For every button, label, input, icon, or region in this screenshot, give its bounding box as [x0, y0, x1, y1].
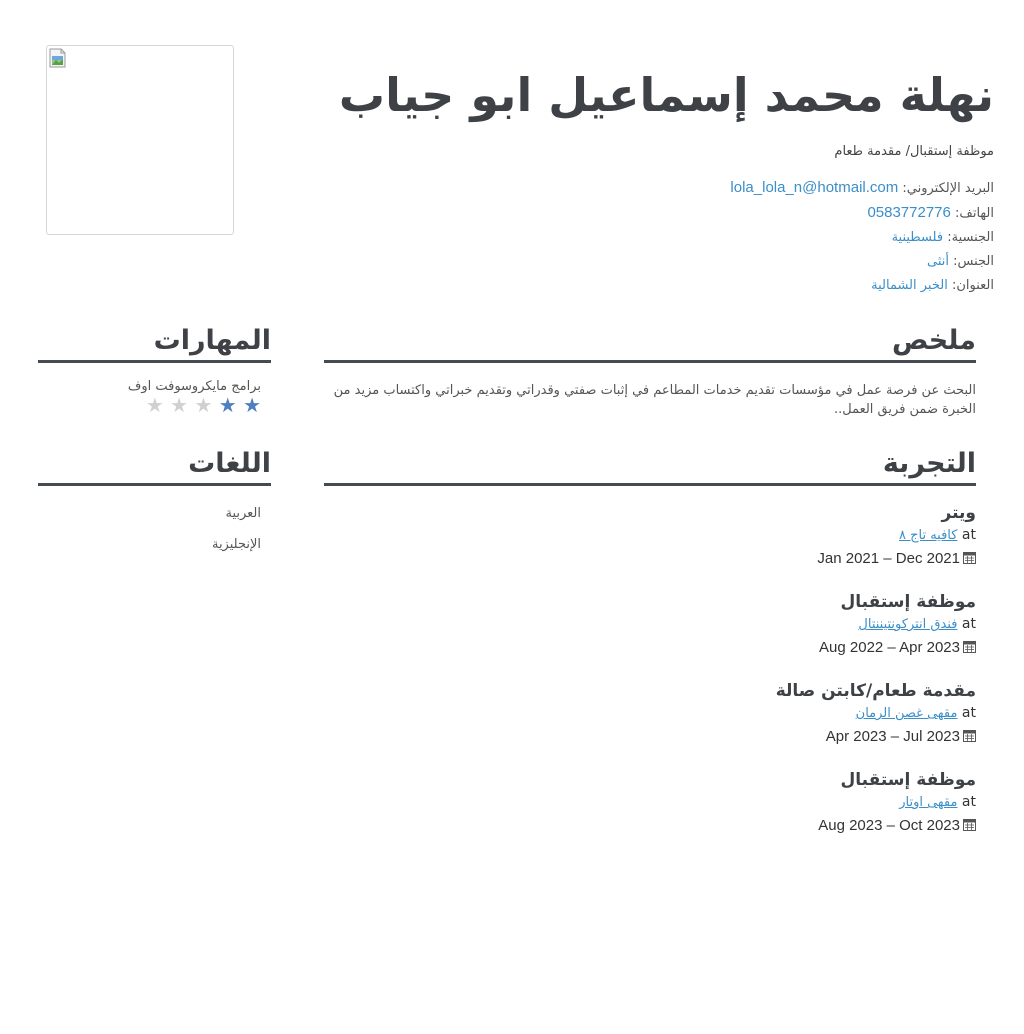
- calendar-icon: [963, 551, 976, 564]
- company-link[interactable]: مقهى غصن الرمان: [855, 706, 958, 721]
- languages-section: [38, 445, 271, 560]
- job-dates: Apr 2023 – Jul 2023: [825, 728, 960, 745]
- company-link[interactable]: مقهى اوتار: [899, 795, 958, 810]
- contact-list: [334, 176, 994, 298]
- star-empty-icon: ★: [194, 393, 213, 417]
- language-item: الإنجليزية: [211, 537, 261, 552]
- job-company-line: [324, 524, 976, 547]
- star-filled-icon: ★: [218, 393, 237, 417]
- job-position: مقدمة طعام/كابتن صالة: [775, 681, 976, 701]
- language-item: العربية: [225, 506, 261, 521]
- job-dates: Jan 2021 – Dec 2021: [817, 550, 960, 567]
- contact-address: [334, 274, 994, 298]
- star-empty-icon: ★: [170, 393, 189, 417]
- job-entry: [324, 769, 976, 838]
- summary-section: [324, 322, 976, 419]
- calendar-icon: [963, 818, 976, 831]
- star-empty-icon: ★: [145, 393, 164, 417]
- job-dates: Aug 2022 – Apr 2023: [819, 639, 960, 656]
- contact-value: أنثى: [927, 254, 950, 269]
- at-label: at: [961, 705, 976, 721]
- job-entry: [324, 591, 976, 660]
- job-entry: [324, 680, 976, 749]
- job-dates-line: [324, 814, 976, 838]
- star-filled-icon: ★: [243, 393, 261, 417]
- contact-value: فلسطينية: [891, 230, 944, 245]
- summary-text: البحث عن فرصة عمل في مؤسسات تقديم خدمات المطاعم في إثبات صفتي وقدراتي وتقديم خبراتي واكتساب مزيد من الخبرة ضمن فريق العمل..: [333, 383, 976, 417]
- skill-name: برامج مايكروسوفت اوف: [127, 379, 261, 394]
- language-list: [38, 498, 271, 560]
- at-label: at: [961, 616, 976, 632]
- contact-phone: [334, 201, 994, 226]
- contact-label: الجنسية:: [947, 230, 994, 245]
- email-link[interactable]: lola_lola_n@hotmail.com: [730, 179, 899, 196]
- company-link[interactable]: فندق انتركونتيننتال: [858, 617, 958, 632]
- experience-section: [324, 445, 976, 838]
- contact-gender: [334, 250, 994, 274]
- job-position: موظفة إستقبال: [840, 770, 976, 790]
- job-entry: [324, 502, 976, 571]
- job-title: موظفة إستقبال/ مقدمة طعام: [834, 144, 994, 159]
- job-dates-line: [324, 547, 976, 571]
- section-title: اللغات: [38, 445, 271, 486]
- job-position: موظفة إستقبال: [840, 592, 976, 612]
- job-company-line: [324, 791, 976, 814]
- job-dates-line: [324, 636, 976, 660]
- profile-photo: [46, 45, 234, 235]
- person-name: نهلة محمد إسماعيل ابو جياب: [338, 68, 994, 122]
- contact-label: العنوان:: [951, 278, 994, 293]
- at-label: at: [961, 794, 976, 810]
- phone-link[interactable]: 0583772776: [867, 204, 951, 221]
- section-title: المهارات: [38, 322, 271, 363]
- job-company-line: [324, 613, 976, 636]
- section-title: ملخص: [324, 322, 976, 363]
- company-link[interactable]: كافيه تاج ٨: [898, 528, 958, 543]
- job-dates: Aug 2023 – Oct 2023: [818, 817, 960, 834]
- section-title: التجربة: [324, 445, 976, 486]
- contact-label: الجنس:: [953, 254, 994, 269]
- contact-nationality: [334, 226, 994, 250]
- contact-value: الخبر الشمالية: [871, 278, 948, 293]
- skill-rating: [38, 395, 261, 415]
- skill-item: [38, 379, 271, 415]
- broken-image-icon: [49, 48, 67, 68]
- calendar-icon: [963, 729, 976, 742]
- job-company-line: [324, 702, 976, 725]
- skills-section: [38, 322, 271, 415]
- job-dates-line: [324, 725, 976, 749]
- at-label: at: [961, 527, 976, 543]
- calendar-icon: [963, 640, 976, 653]
- job-position: ويتر: [941, 503, 976, 523]
- contact-label: البريد الإلكتروني:: [902, 181, 994, 196]
- contact-label: الهاتف:: [955, 206, 994, 221]
- resume-header: [334, 60, 994, 298]
- contact-email: [334, 176, 994, 201]
